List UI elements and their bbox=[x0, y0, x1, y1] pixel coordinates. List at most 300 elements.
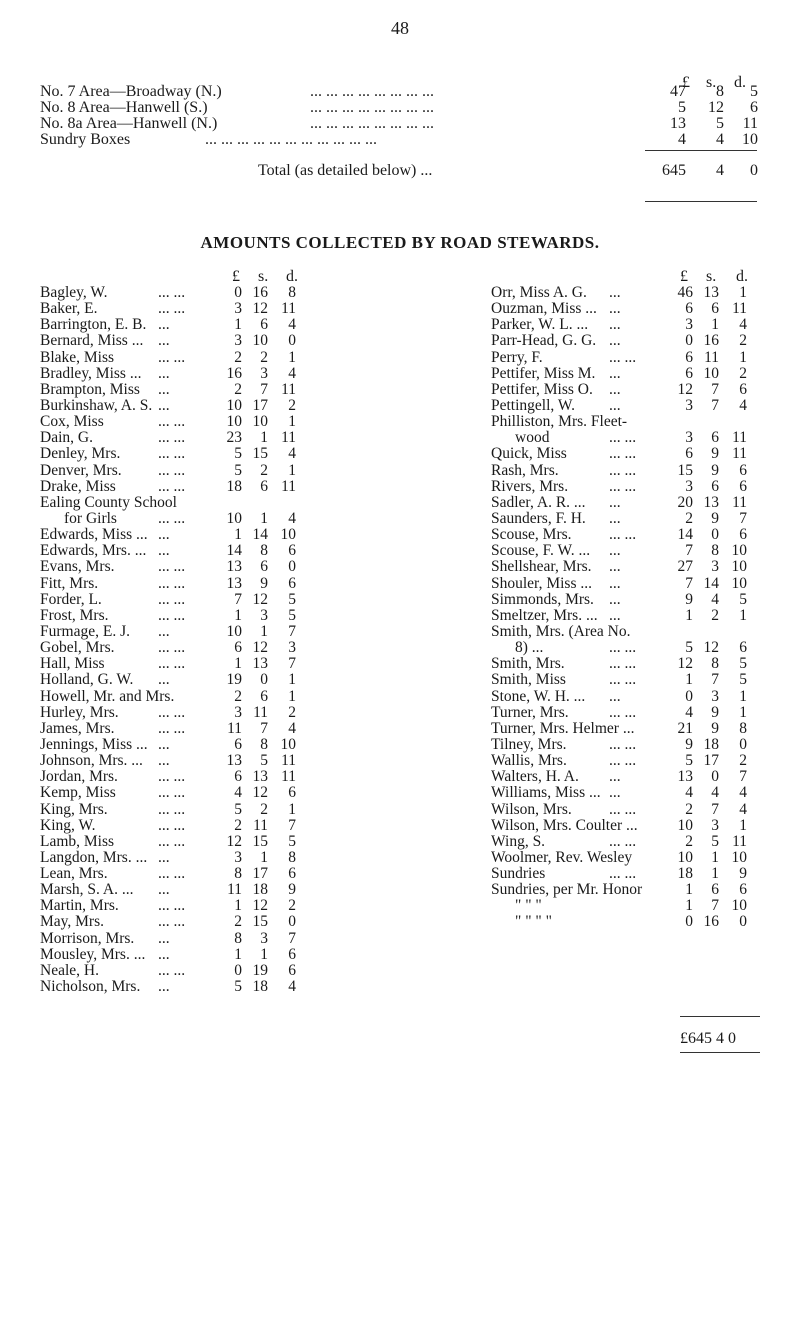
steward-name: Evans, Mrs. bbox=[40, 558, 115, 576]
amount-pence: 4 bbox=[288, 509, 296, 527]
steward-row bbox=[491, 543, 771, 559]
amount-pounds: 6 bbox=[685, 445, 693, 463]
amount-pounds: 21 bbox=[677, 719, 693, 737]
steward-name: Sadler, A. R. ... bbox=[491, 493, 586, 511]
steward-row bbox=[491, 350, 771, 366]
amount-pounds: 6 bbox=[234, 639, 242, 657]
steward-row bbox=[40, 802, 320, 818]
amount-shillings: 6 bbox=[711, 477, 719, 495]
amount-pence: 6 bbox=[288, 574, 296, 592]
steward-row bbox=[40, 350, 320, 366]
leader-dots: ... bbox=[609, 284, 621, 301]
amount-pence: 7 bbox=[288, 622, 296, 640]
steward-row bbox=[491, 576, 771, 592]
amount-pence: 5 bbox=[739, 655, 747, 673]
amount-pence: 2 bbox=[288, 396, 296, 414]
amount-pounds: 18 bbox=[226, 477, 242, 495]
amount-pounds: 6 bbox=[234, 768, 242, 786]
leader-dots: ... ... bbox=[609, 461, 637, 479]
leader-dots: ... bbox=[609, 606, 621, 624]
steward-row bbox=[40, 398, 320, 414]
steward-name: Tilney, Mrs. bbox=[491, 735, 567, 753]
steward-name: Smith, Miss bbox=[491, 671, 566, 689]
steward-name: Parr-Head, G. G. bbox=[491, 332, 597, 350]
leader-dots: ... bbox=[158, 396, 170, 414]
leader-dots: ... ... bbox=[158, 719, 186, 737]
amount-shillings: 17 bbox=[252, 865, 268, 883]
amount-pence: 1 bbox=[288, 687, 296, 705]
steward-row bbox=[491, 802, 771, 818]
steward-name: Barrington, E. B. bbox=[40, 316, 147, 334]
amount-pence: 7 bbox=[288, 655, 296, 673]
steward-row bbox=[40, 333, 320, 349]
amount-shillings: 15 bbox=[252, 913, 268, 931]
amount-pence: 4 bbox=[739, 396, 747, 414]
amount-pence: 4 bbox=[288, 316, 296, 334]
amount-pounds: 12 bbox=[226, 832, 242, 850]
leader-dots: ... bbox=[158, 881, 170, 899]
leader-dots: ... bbox=[158, 735, 170, 753]
amount-shillings: 11 bbox=[253, 703, 268, 721]
leader-dots: ... ... ... ... ... ... ... ... bbox=[310, 99, 434, 116]
steward-row bbox=[40, 818, 320, 834]
steward-name: King, Mrs. bbox=[40, 800, 108, 818]
amount-pounds: 0 bbox=[234, 284, 242, 301]
steward-row bbox=[491, 672, 771, 688]
amount-shillings: 0 bbox=[260, 671, 268, 689]
leader-dots: ... ... bbox=[158, 574, 186, 592]
amount-pounds: 1 bbox=[234, 606, 242, 624]
steward-row bbox=[40, 947, 320, 963]
amount-pounds: 6 bbox=[685, 300, 693, 318]
steward-name: Marsh, S. A. ... bbox=[40, 881, 134, 899]
steward-name: Bradley, Miss ... bbox=[40, 364, 142, 382]
amount-pence: 1 bbox=[288, 461, 296, 479]
steward-name: Smith, Mrs. bbox=[491, 655, 565, 673]
amount-shillings: 3 bbox=[260, 929, 268, 947]
amount-shillings: 1 bbox=[260, 848, 268, 866]
amount-pence: 11 bbox=[281, 768, 296, 786]
amount-shillings: 8 bbox=[711, 542, 719, 560]
leader-dots: ... bbox=[158, 332, 170, 350]
amount-pounds: 0 bbox=[685, 332, 693, 350]
amount-shillings: 8 bbox=[711, 655, 719, 673]
amount-pence: 1 bbox=[739, 687, 747, 705]
amount-pounds: 7 bbox=[685, 542, 693, 560]
steward-name: Williams, Miss ... bbox=[491, 784, 601, 802]
amount-shillings: 14 bbox=[252, 526, 268, 544]
leader-dots: ... ... bbox=[609, 752, 637, 770]
amount-pence: 11 bbox=[281, 477, 296, 495]
steward-row bbox=[40, 753, 320, 769]
steward-row bbox=[491, 785, 771, 801]
amount-pounds: 10 bbox=[226, 622, 242, 640]
leader-dots: ... ... bbox=[158, 865, 186, 883]
amount-shillings: 11 bbox=[704, 348, 719, 366]
steward-row bbox=[491, 689, 771, 705]
leader-dots: ... ... bbox=[158, 639, 186, 657]
leader-dots: ... bbox=[158, 848, 170, 866]
amount-shillings: 19 bbox=[252, 961, 268, 979]
steward-name: Cox, Miss bbox=[40, 413, 104, 431]
amount-shillings: 9 bbox=[711, 461, 719, 479]
amount-pence: 6 bbox=[739, 477, 747, 495]
steward-name: Dain, G. bbox=[40, 429, 93, 447]
area-pounds: 4 bbox=[678, 131, 686, 148]
steward-row bbox=[40, 511, 320, 527]
left-pounds-header: £ bbox=[232, 268, 240, 285]
leader-dots: ... ... ... ... ... ... ... ... bbox=[310, 115, 434, 132]
amount-pence: 7 bbox=[288, 929, 296, 947]
amount-shillings: 0 bbox=[711, 526, 719, 544]
amount-pounds: 13 bbox=[226, 574, 242, 592]
steward-row bbox=[491, 818, 771, 834]
amount-pounds: 9 bbox=[685, 590, 693, 608]
amount-pence: 2 bbox=[739, 364, 747, 382]
amount-shillings: 11 bbox=[253, 816, 268, 834]
amount-pence: 1 bbox=[288, 348, 296, 366]
leader-dots: ... bbox=[609, 509, 621, 527]
leader-dots: ... ... bbox=[158, 606, 186, 624]
steward-name: Blake, Miss bbox=[40, 348, 115, 366]
amount-pounds: 5 bbox=[685, 639, 693, 657]
amount-pounds: 5 bbox=[234, 445, 242, 463]
leader-dots: ... ... bbox=[609, 639, 637, 657]
amount-shillings: 2 bbox=[260, 348, 268, 366]
amount-shillings: 2 bbox=[711, 606, 719, 624]
steward-row bbox=[491, 559, 771, 575]
amount-shillings: 9 bbox=[711, 445, 719, 463]
steward-row bbox=[40, 559, 320, 575]
area-shillings: 8 bbox=[716, 83, 724, 100]
amount-shillings: 16 bbox=[703, 332, 719, 350]
amount-pounds: 2 bbox=[685, 800, 693, 818]
amount-pounds: 2 bbox=[234, 348, 242, 366]
steward-name: Hall, Miss bbox=[40, 655, 105, 673]
steward-row bbox=[40, 430, 320, 446]
steward-name: Stone, W. H. ... bbox=[491, 687, 586, 705]
steward-name: Jordan, Mrs. bbox=[40, 768, 118, 786]
steward-row bbox=[491, 882, 771, 898]
amount-pence: 1 bbox=[288, 413, 296, 431]
amount-pence: 6 bbox=[739, 639, 747, 657]
steward-row bbox=[491, 414, 771, 430]
amount-pounds: 10 bbox=[677, 848, 693, 866]
amount-pence: 7 bbox=[739, 768, 747, 786]
steward-name: Denver, Mrs. bbox=[40, 461, 122, 479]
amount-shillings: 14 bbox=[703, 574, 719, 592]
steward-row bbox=[491, 624, 771, 640]
steward-row bbox=[40, 979, 320, 995]
amount-shillings: 6 bbox=[711, 881, 719, 899]
amount-pounds: 10 bbox=[226, 396, 242, 414]
amount-pence: 9 bbox=[288, 881, 296, 899]
amount-shillings: 10 bbox=[703, 364, 719, 382]
amount-pence: 2 bbox=[288, 897, 296, 915]
steward-name: Wing, S. bbox=[491, 832, 546, 850]
steward-name: Brampton, Miss bbox=[40, 380, 140, 398]
amount-shillings: 9 bbox=[260, 574, 268, 592]
steward-name: Frost, Mrs. bbox=[40, 606, 109, 624]
amount-pence: 6 bbox=[739, 526, 747, 544]
amount-pence: 10 bbox=[731, 897, 747, 915]
amount-pounds: 3 bbox=[685, 396, 693, 414]
amount-shillings: 15 bbox=[252, 445, 268, 463]
steward-name: " " " " bbox=[515, 913, 552, 931]
steward-name: Edwards, Mrs. ... bbox=[40, 542, 147, 560]
leader-dots: ... ... bbox=[158, 413, 186, 431]
steward-name: Kemp, Miss bbox=[40, 784, 116, 802]
amount-shillings: 1 bbox=[711, 316, 719, 334]
amount-shillings: 7 bbox=[711, 380, 719, 398]
leader-dots: ... bbox=[609, 784, 621, 802]
steward-name: Rash, Mrs. bbox=[491, 461, 559, 479]
leader-dots: ... ... bbox=[158, 800, 186, 818]
steward-row bbox=[491, 333, 771, 349]
amount-pounds: 1 bbox=[685, 606, 693, 624]
steward-name: Wilson, Mrs. bbox=[491, 800, 572, 818]
steward-row bbox=[40, 543, 320, 559]
amount-shillings: 0 bbox=[711, 768, 719, 786]
total-shillings: 4 bbox=[716, 162, 724, 179]
steward-name: Burkinshaw, A. S. bbox=[40, 396, 153, 414]
steward-row bbox=[491, 366, 771, 382]
steward-name: Martin, Mrs. bbox=[40, 897, 119, 915]
leader-dots: ... ... bbox=[158, 897, 186, 915]
amount-shillings: 13 bbox=[252, 768, 268, 786]
area-pence: 11 bbox=[742, 115, 758, 132]
amount-pounds: 1 bbox=[685, 897, 693, 915]
amount-shillings: 18 bbox=[703, 735, 719, 753]
amount-pence: 1 bbox=[739, 284, 747, 301]
leader-dots: ... ... ... ... ... ... ... ... bbox=[310, 83, 434, 100]
amount-pence: 11 bbox=[732, 832, 747, 850]
amount-pence: 8 bbox=[288, 284, 296, 301]
amount-shillings: 16 bbox=[703, 913, 719, 931]
steward-name: Simmonds, Mrs. bbox=[491, 590, 594, 608]
amount-pence: 1 bbox=[739, 348, 747, 366]
leader-dots: ... bbox=[158, 929, 170, 947]
area-label: No. 8 Area—Hanwell (S.) bbox=[40, 99, 208, 116]
amount-pence: 11 bbox=[281, 300, 296, 318]
steward-row bbox=[40, 576, 320, 592]
steward-name: Wilson, Mrs. Coulter ... bbox=[491, 816, 638, 834]
steward-row bbox=[491, 850, 771, 866]
leader-dots: ... bbox=[158, 526, 170, 544]
steward-row bbox=[491, 592, 771, 608]
steward-row bbox=[40, 382, 320, 398]
amount-shillings: 4 bbox=[711, 784, 719, 802]
amount-pence: 11 bbox=[281, 429, 296, 447]
amount-shillings: 1 bbox=[260, 622, 268, 640]
amount-shillings: 7 bbox=[711, 671, 719, 689]
steward-row bbox=[40, 656, 320, 672]
pence-header: d. bbox=[734, 74, 746, 91]
steward-row bbox=[491, 834, 771, 850]
amount-shillings: 12 bbox=[252, 784, 268, 802]
amount-pounds: 8 bbox=[234, 865, 242, 883]
right-steward-column bbox=[491, 285, 771, 931]
leader-dots: ... ... bbox=[158, 961, 186, 979]
amount-pence: 3 bbox=[288, 639, 296, 657]
amount-pence: 0 bbox=[288, 558, 296, 576]
leader-dots: ... ... bbox=[609, 477, 637, 495]
amount-shillings: 12 bbox=[703, 639, 719, 657]
steward-name: Neale, H. bbox=[40, 961, 99, 979]
grand-total: £645 4 0 bbox=[680, 1030, 736, 1047]
pounds-header: £ bbox=[682, 74, 690, 91]
amount-shillings: 6 bbox=[711, 429, 719, 447]
amount-shillings: 12 bbox=[252, 639, 268, 657]
leader-dots: ... bbox=[158, 364, 170, 382]
amount-pounds: 16 bbox=[226, 364, 242, 382]
leader-dots: ... ... bbox=[609, 526, 637, 544]
area-pence: 6 bbox=[750, 99, 758, 116]
steward-row bbox=[40, 495, 320, 511]
left-pence-header: d. bbox=[286, 268, 298, 285]
amount-shillings: 17 bbox=[703, 752, 719, 770]
amount-pounds: 5 bbox=[234, 461, 242, 479]
amount-pence: 5 bbox=[739, 671, 747, 689]
right-pounds-header: £ bbox=[680, 268, 688, 285]
section-heading: AMOUNTS COLLECTED BY ROAD STEWARDS. bbox=[200, 233, 600, 252]
steward-name: Edwards, Miss ... bbox=[40, 526, 148, 544]
amount-pence: 8 bbox=[739, 719, 747, 737]
leader-dots: ... ... bbox=[158, 348, 186, 366]
steward-name: Scouse, Mrs. bbox=[491, 526, 572, 544]
amount-shillings: 5 bbox=[260, 752, 268, 770]
amount-pence: 11 bbox=[732, 429, 747, 447]
area-shillings: 12 bbox=[708, 99, 724, 116]
leader-dots: ... bbox=[609, 316, 621, 334]
amount-pounds: 10 bbox=[226, 509, 242, 527]
amount-pounds: 6 bbox=[234, 735, 242, 753]
steward-name: Quick, Miss bbox=[491, 445, 567, 463]
amount-pence: 6 bbox=[288, 542, 296, 560]
steward-row bbox=[491, 495, 771, 511]
steward-name: Pettifer, Miss M. bbox=[491, 364, 596, 382]
steward-row bbox=[40, 689, 320, 705]
steward-row bbox=[491, 737, 771, 753]
steward-name: King, W. bbox=[40, 816, 96, 834]
amount-pounds: 11 bbox=[227, 719, 242, 737]
steward-row bbox=[491, 527, 771, 543]
steward-name: Johnson, Mrs. ... bbox=[40, 752, 143, 770]
amount-pence: 4 bbox=[288, 978, 296, 996]
amount-pounds: 4 bbox=[234, 784, 242, 802]
leader-dots: ... ... bbox=[158, 445, 186, 463]
amount-pounds: 2 bbox=[685, 509, 693, 527]
amount-pence: 6 bbox=[739, 380, 747, 398]
amount-pence: 6 bbox=[288, 865, 296, 883]
amount-pence: 10 bbox=[731, 574, 747, 592]
steward-name: Denley, Mrs. bbox=[40, 445, 121, 463]
steward-row bbox=[40, 366, 320, 382]
area-pounds: 47 bbox=[670, 83, 686, 100]
amount-pounds: 1 bbox=[234, 897, 242, 915]
amount-pounds: 9 bbox=[685, 735, 693, 753]
steward-name: Ouzman, Miss ... bbox=[491, 300, 597, 318]
steward-row bbox=[40, 898, 320, 914]
steward-name: Lamb, Miss bbox=[40, 832, 115, 850]
amount-pence: 9 bbox=[739, 865, 747, 883]
steward-name: wood bbox=[515, 429, 550, 447]
leader-dots: ... ... bbox=[609, 800, 637, 818]
amount-pounds: 11 bbox=[227, 881, 242, 899]
amount-shillings: 15 bbox=[252, 832, 268, 850]
steward-name: Baker, E. bbox=[40, 300, 98, 318]
steward-row bbox=[491, 608, 771, 624]
amount-shillings: 18 bbox=[252, 881, 268, 899]
steward-row bbox=[491, 446, 771, 462]
leader-dots: ... bbox=[158, 316, 170, 334]
leader-dots: ... ... bbox=[158, 832, 186, 850]
amount-pounds: 1 bbox=[234, 316, 242, 334]
steward-name: Hurley, Mrs. bbox=[40, 703, 119, 721]
steward-name: for Girls bbox=[64, 509, 117, 527]
amount-shillings: 6 bbox=[260, 477, 268, 495]
total-pence: 0 bbox=[750, 162, 758, 179]
amount-shillings: 9 bbox=[711, 509, 719, 527]
steward-name: Fitt, Mrs. bbox=[40, 574, 99, 592]
leader-dots: ... ... bbox=[609, 348, 637, 366]
leader-dots: ... bbox=[609, 574, 621, 592]
total-label: Total (as detailed below) ... bbox=[258, 162, 433, 179]
amount-pounds: 4 bbox=[685, 784, 693, 802]
steward-name: Shouler, Miss ... bbox=[491, 574, 592, 592]
steward-row bbox=[491, 721, 771, 737]
steward-name: Philliston, Mrs. Fleet- bbox=[491, 413, 628, 431]
area-label: No. 8a Area—Hanwell (N.) bbox=[40, 115, 218, 132]
left-steward-column bbox=[40, 285, 320, 995]
steward-name: Bagley, W. bbox=[40, 284, 108, 301]
steward-name: Nicholson, Mrs. bbox=[40, 978, 141, 996]
leader-dots: ... bbox=[609, 590, 621, 608]
amount-pounds: 6 bbox=[685, 364, 693, 382]
amount-shillings: 13 bbox=[252, 655, 268, 673]
amount-pounds: 6 bbox=[685, 348, 693, 366]
leader-dots: ... ... bbox=[609, 671, 637, 689]
steward-row bbox=[40, 527, 320, 543]
steward-row bbox=[40, 317, 320, 333]
steward-row bbox=[491, 914, 771, 930]
steward-row bbox=[40, 301, 320, 317]
amount-pence: 6 bbox=[288, 784, 296, 802]
steward-name: Lean, Mrs. bbox=[40, 865, 108, 883]
amount-pounds: 18 bbox=[677, 865, 693, 883]
steward-row bbox=[40, 721, 320, 737]
steward-row bbox=[40, 963, 320, 979]
amount-pence: 10 bbox=[731, 542, 747, 560]
steward-name: Furmage, E. J. bbox=[40, 622, 130, 640]
amount-shillings: 3 bbox=[711, 687, 719, 705]
amount-shillings: 1 bbox=[260, 945, 268, 963]
leader-dots: ... ... bbox=[609, 655, 637, 673]
steward-name: " " " bbox=[515, 897, 542, 915]
leader-dots: ... ... bbox=[609, 735, 637, 753]
amount-pounds: 14 bbox=[226, 542, 242, 560]
leader-dots: ... bbox=[609, 558, 621, 576]
steward-row bbox=[491, 866, 771, 882]
steward-name: Perry, F. bbox=[491, 348, 543, 366]
leader-dots: ... bbox=[158, 752, 170, 770]
leader-dots: ... ... bbox=[158, 784, 186, 802]
steward-row bbox=[40, 866, 320, 882]
leader-dots: ... bbox=[609, 542, 621, 560]
leader-dots: ... bbox=[158, 542, 170, 560]
amount-pence: 11 bbox=[281, 380, 296, 398]
amount-pounds: 3 bbox=[685, 429, 693, 447]
